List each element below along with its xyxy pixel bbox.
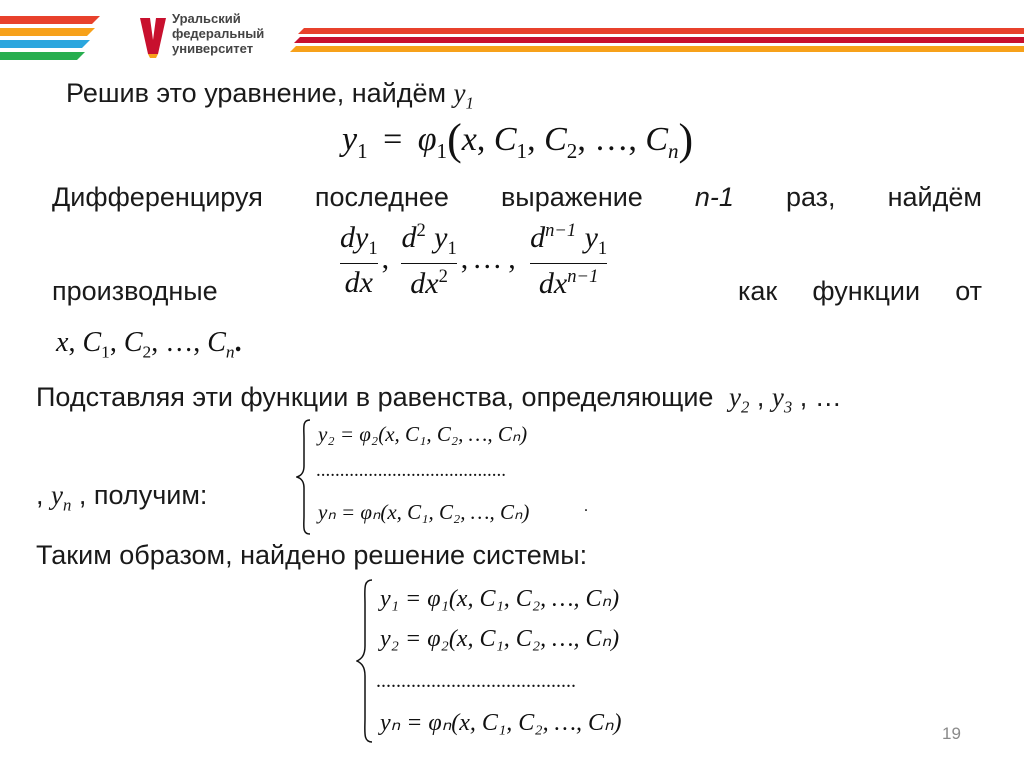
text-line-1: Решив это уравнение, найдём $y_1$ xyxy=(66,78,474,113)
logo-line-2: федеральный xyxy=(172,26,265,41)
fraction-dny-dxn: $\frac{d^{n-1} y_1}{dx^{n-1}}$ xyxy=(530,220,608,300)
text-line-3: Подставляя эти функции в равенства, определяющие $y_2$ , $y_3$ , … xyxy=(36,382,842,417)
system2-row-3: ........................................ xyxy=(376,670,576,692)
page-number: 19 xyxy=(942,724,961,743)
fraction-d2y-dx2: $\frac{d^2 y_1}{dx^2}$ xyxy=(401,220,457,300)
color-stripes-left xyxy=(0,12,108,62)
system1-row-1: y₂ = φ₂(x, C₁, C₂, …, Cₙ) xyxy=(318,422,528,446)
header xyxy=(0,0,1024,70)
left-brace-icon xyxy=(356,578,374,744)
color-stripes-right xyxy=(290,26,1024,56)
system1-row-2: ........................................ xyxy=(316,460,506,481)
equation-y1: $y_1 = \varphi_1(x$, $C_1$, $C_2$, …, $C_n$) xyxy=(342,115,694,164)
logo-line-3: университет xyxy=(172,41,254,56)
university-logo-icon xyxy=(138,14,168,58)
left-brace-icon xyxy=(296,418,312,536)
text-line-4: Таким образом, найдено решение системы: xyxy=(36,540,588,570)
word-derivatives: производные xyxy=(52,276,218,306)
system-1: y₂ = φ₂(x, C₁, C₂, …, Cₙ) ........................................ yₙ = φₙ(x, C₁, C₂, …, Cₙ) . xyxy=(296,418,596,536)
text-line-2: Дифференцируя последнее выражение n-1 раз, найдём xyxy=(52,182,982,212)
system1-row-3: yₙ = φₙ(x, C₁, C₂, …, Cₙ) xyxy=(318,500,530,524)
fraction-dy-dx: $\frac{dy_1}{dx}$ xyxy=(340,221,378,299)
system2-row-1: y₁ = φ₁(x, C₁, C₂, …, Cₙ) xyxy=(380,586,620,612)
system2-row-4: yₙ = φₙ(x, C₁, C₂, …, Cₙ) xyxy=(380,710,622,736)
text-yn-obtain: , $y_n$ , получим: xyxy=(36,480,208,515)
university-logo-text xyxy=(172,11,264,56)
text-as-functions-of: как функции от xyxy=(738,276,982,306)
system-2 xyxy=(356,578,686,744)
variables-list: x, $C_1$, $C_2$, …, $C_n$. xyxy=(56,327,242,362)
derivatives-expression: $\frac{dy_1}{dx}$ , $\frac{d^2 y_1}{dx^2}$ , … , $\frac{d^{n-1} y_1}{dx^{n-1}}$ xyxy=(340,220,608,300)
logo-line-1: Уральский xyxy=(172,11,241,26)
system2-row-2: y₂ = φ₂(x, C₁, C₂, …, Cₙ) xyxy=(380,626,620,652)
